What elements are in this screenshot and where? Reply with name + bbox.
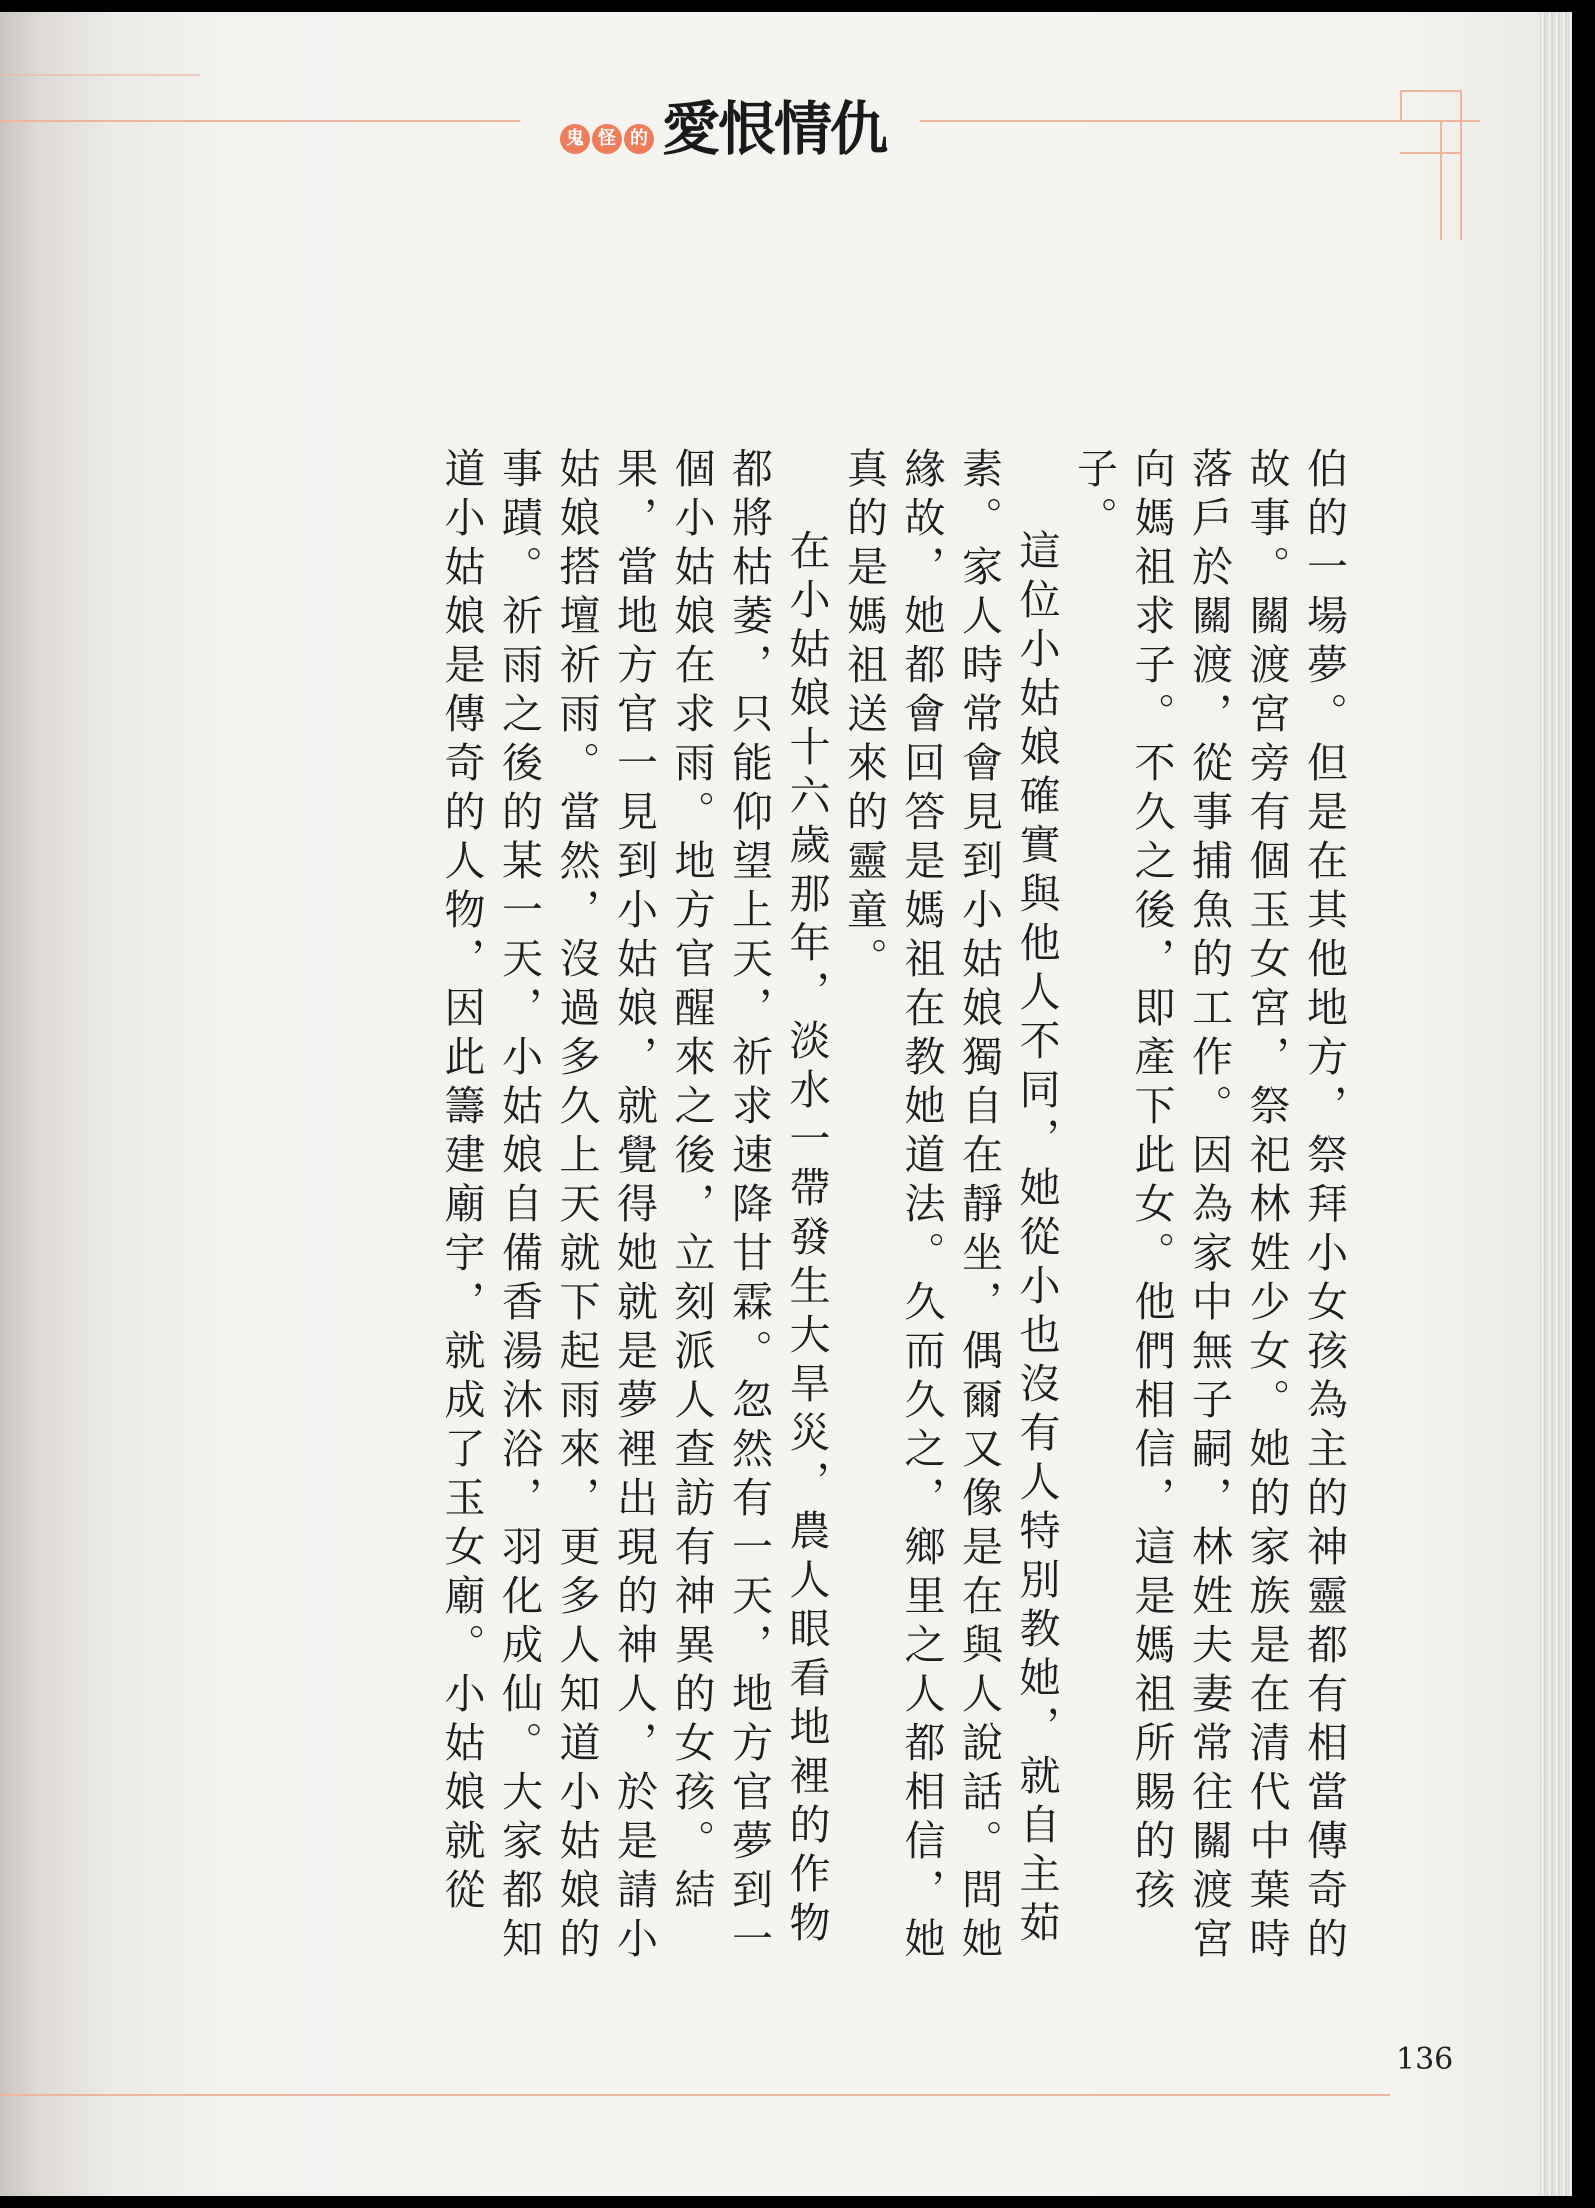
header-rule-vertical-outer [1440,120,1442,240]
header-rule-inner-hook [1400,152,1460,154]
running-title [560,84,886,164]
paragraph: 這位小姑娘確實與他人不同，她從小也沒有人特別教她，就自主茹素。家人時常會見到小姑娘獨自在靜坐，偶爾又像是在與人說話。問她緣故，她都會回答是媽祖在教她道法。久而久之，鄉里之人都相信，她真的是媽祖送來的靈童。 [840,447,1061,1966]
title-badge-2: 怪 [592,124,622,154]
footer-rule [0,2094,1390,2096]
header-rule-vertical-inner [1460,90,1462,240]
title-badge-1: 鬼 [560,124,590,154]
header-rule-top-left [0,74,200,76]
page-edge-stack [1540,12,1572,2196]
paragraph: 伯的一場夢。但是在其他地方，祭拜小女孩為主的神靈都有相當傳奇的故事。關渡宮旁有個玉女宮，祭祀林姓少女。她的家族是在清代中葉時落戶於關渡，從事捕魚的工作。因為家中無子嗣，林姓夫妻常往關渡宮向媽祖求子。不久之後，即產下此女。他們相信，這是媽祖所賜的孩子。 [1070,447,1348,1966]
header-rule-hook-drop [1400,90,1402,120]
title-badge-3: 的 [624,124,654,154]
running-title-main: 愛恨情仇 [662,95,887,163]
page-number: 136 [1396,2042,1454,2077]
paragraph: 在小姑娘十六歲那年，淡水一帶發生大旱災，農人眼看地裡的作物都將枯萎，只能仰望上天，祈求速降甘霖。忽然有一天，地方官夢到一個小姑娘在求雨。地方官醒來之後，立刻派人查訪有神異的女孩。結果，當地方官一見到小姑娘，就覺得她就是夢裡出現的神人，於是請小姑娘搭壇祈雨。當然，沒過多久上天就下起雨來，更多人知道小姑娘的事蹟。祈雨之後的某一天，小姑娘自備香湯沐浴，羽化成仙。大家都知道小姑娘是傳奇的人物，因此籌建廟宇，就成了玉女廟。小姑娘就從 [437,447,831,1966]
book-page [0,12,1572,2196]
header-rule-left [0,120,520,122]
header-rule-right [920,120,1480,122]
body-text-column [252,447,1352,1967]
header-rule-top-hook [1400,90,1462,92]
